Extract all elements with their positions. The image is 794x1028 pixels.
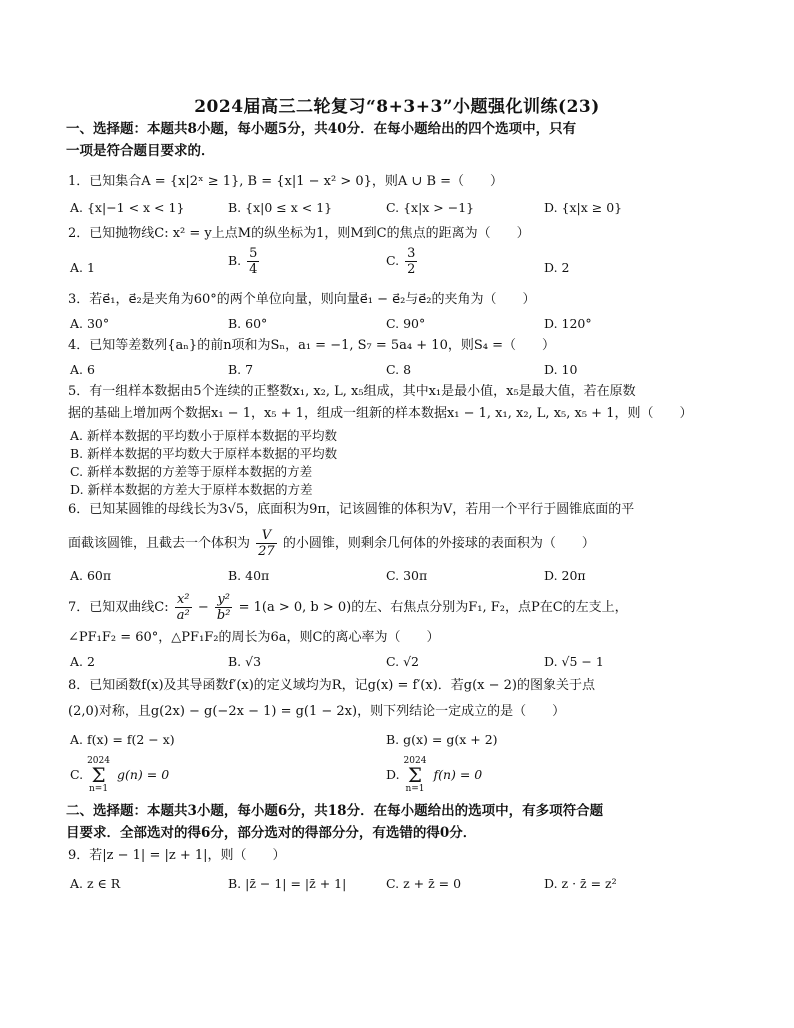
option-label: B. (228, 253, 242, 268)
question-8-option-a: A. f(x) = f(2 − x) (70, 732, 175, 747)
fraction-numerator: y² (215, 592, 233, 608)
question-6-stem-line-1: 6．已知某圆锥的母线长为3√5，底面积为9π，记该圆锥的体积为V，若用一个平行于圆锥底面的平 (68, 502, 635, 517)
fraction-denominator: 27 (258, 544, 275, 559)
question-6-text-pre: 面截该圆锥，且截去一个体积为 (68, 536, 251, 551)
question-8-option-c (70, 756, 169, 794)
fraction-denominator: b² (216, 608, 231, 623)
question-6-option-d: D. 20π (544, 568, 586, 583)
question-2-option-b (228, 246, 261, 277)
fraction (256, 528, 277, 559)
question-2-option-d: D. 2 (544, 260, 570, 275)
question-6-option-c: C. 30π (386, 568, 428, 583)
fraction-denominator: a² (176, 608, 190, 623)
page-title: 2024届高三二轮复习“8+3+3”小题强化训练(23) (194, 97, 600, 117)
question-5-option-b: B. 新样本数据的平均数大于原样本数据的平均数 (70, 446, 338, 461)
question-3-option-b: B. 60° (228, 316, 268, 331)
question-4-option-c: C. 8 (386, 362, 412, 377)
question-3-option-d: D. 120° (544, 316, 592, 331)
section-1-heading-line-2: 一项是符合题目要求的． (66, 143, 215, 159)
question-1-option-c: C. {x|x > −1} (386, 200, 475, 215)
fraction-denominator: 2 (407, 262, 416, 277)
option-label: C. (386, 253, 400, 268)
minus-sign: − (197, 600, 209, 615)
question-6-option-a: A. 60π (70, 568, 112, 583)
question-8-stem-line-2: (2,0)对称，且g(2x) − g(−2x − 1) = g(1 − 2x)，则下列结论一定成立的是（ ） (68, 704, 566, 719)
question-5-option-d: D. 新样本数据的方差大于原样本数据的方差 (70, 482, 313, 497)
section-1-heading-line-1: 一、选择题：本题共8小题，每小题5分，共40分．在每小题给出的四个选项中，只有 (66, 121, 577, 137)
question-7-option-b: B. √3 (228, 654, 262, 669)
sum-lower: n=1 (405, 784, 425, 794)
question-7-text-pre: 7．已知双曲线C: (68, 600, 169, 615)
fraction (175, 592, 192, 623)
fraction (247, 246, 259, 277)
question-7-option-c: C. √2 (386, 654, 419, 669)
question-8-stem-line-1: 8．已知函数f(x)及其导函数f′(x)的定义域均为R，记g(x) = f′(x)．若g(x − 2)的图象关于点 (68, 678, 596, 693)
sigma-symbol: Σ (91, 763, 106, 787)
question-9-option-a: A. z ∈ R (70, 876, 121, 891)
question-4-option-a: A. 6 (70, 362, 95, 377)
question-8-option-b: B. g(x) = g(x + 2) (386, 732, 498, 747)
fraction-numerator: 5 (249, 246, 258, 261)
question-3-option-a: A. 30° (70, 316, 110, 331)
question-9-option-d: D. z · z̄ = z² (544, 876, 617, 891)
question-2-stem: 2．已知抛物线C: x² = y上点M的纵坐标为1，则M到C的焦点的距离为（ ） (68, 226, 530, 241)
fraction-denominator: 4 (249, 262, 258, 277)
question-5-option-c: C. 新样本数据的方差等于原样本数据的方差 (70, 464, 313, 479)
question-4-stem: 4．已知等差数列{aₙ}的前n项和为Sₙ，a₁ = −1, S₇ = 5a₄ + 10，则S₄ =（ ） (68, 338, 555, 353)
fraction-numerator: V (256, 528, 277, 544)
question-1-stem: 1．已知集合A = {x|2ˣ ≥ 1}, B = {x|1 − x² > 0}，则A ∪ B =（ ） (68, 174, 504, 189)
question-7-option-a: A. 2 (70, 654, 95, 669)
summation (87, 756, 110, 794)
question-7-stem-line-2: ∠PF₁F₂ = 60°，△PF₁F₂的周长为6a，则C的离心率为（ ） (68, 630, 440, 645)
question-9-stem: 9．若|z − 1| = |z + 1|，则（ ） (68, 848, 286, 863)
question-2-option-c (386, 246, 419, 277)
sum-expression: g(n) = 0 (116, 767, 170, 782)
sum-lower: n=1 (88, 784, 109, 794)
question-5-stem-line-1: 5．有一组样本数据由5个连续的正整数x₁, x₂, L, x₅组成，其中x₁是最小值，x₅是最大值，若在原数 (68, 384, 636, 399)
fraction-numerator: x² (175, 592, 192, 608)
summation (404, 756, 427, 794)
question-7-option-d: D. √5 − 1 (544, 654, 604, 669)
fraction (405, 246, 417, 277)
question-1-option-b: B. {x|0 ≤ x < 1} (228, 200, 333, 215)
sum-upper: 2024 (403, 756, 427, 766)
question-7-text-post: = 1(a > 0, b > 0)的左、右焦点分别为F₁, F₂，点P在C的左支上， (238, 600, 628, 615)
option-label: D. (386, 767, 400, 782)
question-1-option-d: D. {x|x ≥ 0} (544, 200, 623, 215)
question-5-option-a: A. 新样本数据的平均数小于原样本数据的平均数 (70, 428, 337, 443)
question-1-option-a: A. {x|−1 < x < 1} (70, 200, 185, 215)
section-2-heading-line-2: 目要求．全部选对的得6分，部分选对的得部分分，有选错的得0分． (66, 825, 477, 841)
section-2-heading-line-1: 二、选择题：本题共3小题，每小题6分，共18分．在每小题给出的选项中，有多项符合题 (66, 803, 604, 819)
sum-upper: 2024 (87, 756, 110, 766)
question-4-option-b: B. 7 (228, 362, 254, 377)
question-6-text-post: 的小圆锥，则剩余几何体的外接球的表面积为（ ） (282, 536, 595, 551)
question-7-stem-line-1 (68, 592, 718, 623)
question-6-option-b: B. 40π (228, 568, 270, 583)
question-6-stem-line-2 (68, 528, 718, 559)
question-3-stem: 3．若e⃗₁，e⃗₂是夹角为60°的两个单位向量，则向量e⃗₁ − e⃗₂与e⃗₂的夹角为（ ） (68, 292, 536, 307)
question-9-option-c: C. z + z̄ = 0 (386, 876, 462, 891)
question-8-option-d (386, 756, 482, 794)
sum-expression: f(n) = 0 (433, 767, 483, 782)
option-label: C. (70, 767, 84, 782)
sigma-symbol: Σ (407, 763, 423, 787)
question-5-stem-line-2: 据的基础上增加两个数据x₁ − 1，x₅ + 1，组成一组新的样本数据x₁ − 1, x₁, x₂, L, x₅, x₅ + 1，则（ ） (68, 406, 693, 421)
question-9-option-b: B. |z̄ − 1| = |z̄ + 1| (228, 876, 347, 891)
question-4-option-d: D. 10 (544, 362, 578, 377)
question-2-option-a: A. 1 (70, 260, 95, 275)
question-3-option-c: C. 90° (386, 316, 426, 331)
fraction-numerator: 3 (407, 246, 416, 261)
fraction (215, 592, 233, 623)
